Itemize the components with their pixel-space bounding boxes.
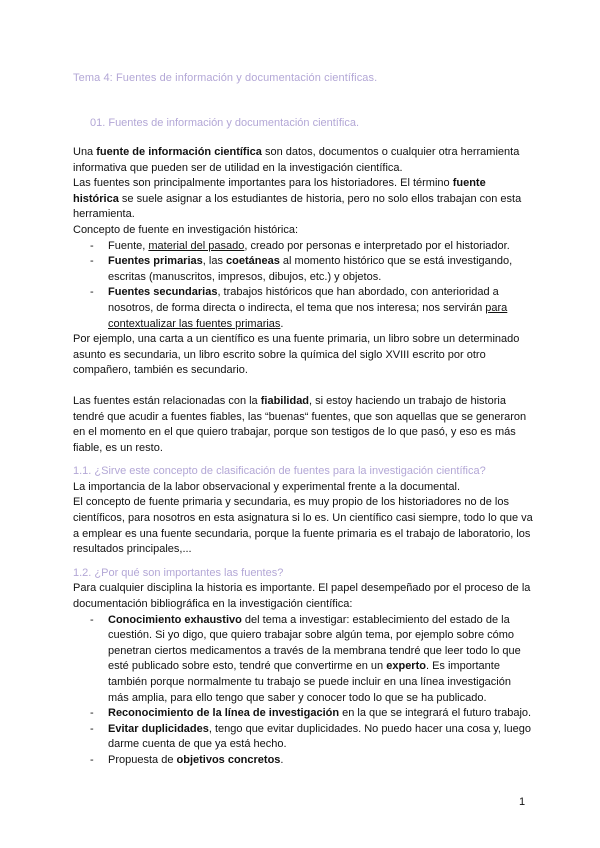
example-paragraph: Por ejemplo, una carta a un científico es una fuente primaria, un libro sobre un determinado asunto es secundaria, un libro escrito sobre la química del siglo XVIII escrito por otro compañero, también es secundario. xyxy=(73,333,520,377)
intro-paragraph-1: Una fuente de información científica son datos, documentos o cualquier otra herramienta informativa que pueden ser de utilidad en la investigación científica. xyxy=(73,146,520,174)
list-item: - Conocimiento exhaustivo del tema a investigar: establecimiento del estado de la cuestión. Si yo digo, que quiero trabajar sobre algún tema, por ejemplo sobre cómo penetran ciertos medicamentos a través de la membrana tendré que leer todo lo que esté publicado sobre esto, tendré que convertirme en un experto. Es importante también porque normalmente tu trabajo se puede incluir en una línea investigación más amplia, para ello tengo que saber y conocer todo lo que se ha publicado. xyxy=(73,613,533,707)
page-number: 1 xyxy=(519,796,526,808)
list-item: - Evitar duplicidades, tengo que evitar duplicidades. No puedo hacer una cosa y, luego darme cuenta de que ya está hecho. xyxy=(73,722,533,753)
section-heading-1-1: 1.1. ¿Sirve este concepto de clasificación de fuentes para la investigación científica? xyxy=(73,465,486,478)
list-item: - Fuente, material del pasado, creado por personas e interpretado por el historiador. xyxy=(73,239,533,255)
section-heading-01: 01. Fuentes de información y documentación científica. xyxy=(90,117,360,129)
intro-paragraph-2: Las fuentes son principalmente importantes para los historiadores. El término fuente histórica se suele asignar a los estudiantes de historia, pero no solo ellos trabajan con esta herramienta. xyxy=(73,177,522,221)
section-1-1-paragraph-1: La importancia de la labor observacional y experimental frente a la documental. xyxy=(73,480,461,493)
concept-list xyxy=(73,239,533,333)
list-item: - Fuentes primarias, las coetáneas al momento histórico que se está investigando, escritas (manuscritos, impresos, dibujos, etc.) y objetos. xyxy=(73,254,533,285)
document-title: Tema 4: Fuentes de información y documentación científicas. xyxy=(73,72,378,84)
list-item: - Fuentes secundarias, trabajos históricos que han abordado, con anterioridad a nosotros, de forma directa o indirecta, el tema que nos interesa; nos servirán para contextualizar las fuentes primarias. xyxy=(73,285,533,332)
fiabilidad-paragraph: Las fuentes están relacionadas con la fiabilidad, si estoy haciendo un trabajo de historia tendré que acudir a fuentes fiables, las “buenas“ fuentes, que son aquellas que se generaron en el momento en el que quiero trabajar, porque son testigos de lo que pasó, y eso es más fiable, es un resto. xyxy=(73,394,527,454)
document-body xyxy=(73,145,533,769)
list-item: - Propuesta de objetivos concretos. xyxy=(73,753,533,769)
list-item: - Reconocimiento de la línea de investigación en la que se integrará el futuro trabajo. xyxy=(73,706,533,722)
section-1-2-paragraph-1: Para cualquier disciplina la historia es importante. El papel desempeñado por el proceso de la documentación bibliográfica en la investigación científica: xyxy=(73,582,531,611)
importance-list xyxy=(73,613,533,769)
section-1-1-paragraph-2: El concepto de fuente primaria y secundaria, es muy propio de los historiadores no de los científicos, para nosotros en esta asignatura si lo es. Un científico casi siempre, todo lo que va a emplear es una fuente secundaria, porque la fuente primaria es el trabajo de laboratorio, los resultados principales,... xyxy=(73,496,533,556)
intro-paragraph-3: Concepto de fuente en investigación histórica: xyxy=(73,223,299,236)
section-heading-1-2: 1.2. ¿Por qué son importantes las fuentes? xyxy=(73,566,284,579)
